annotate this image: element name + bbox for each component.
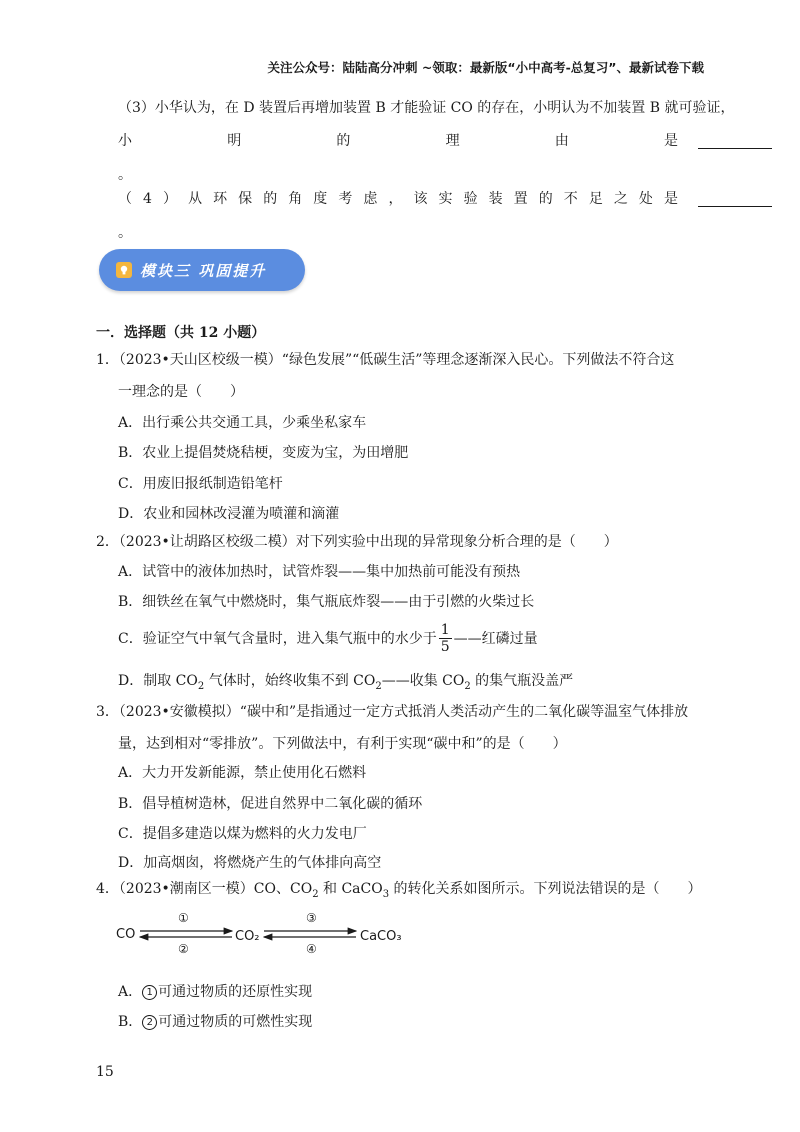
part4-line1-word: 处 xyxy=(638,191,653,207)
question-1-option-a[interactable]: A．出行乘公共交通工具，少乘坐私家车 xyxy=(118,415,367,431)
text: 的转化关系如图所示。下列说法错误的是（ ） xyxy=(389,881,702,897)
conversion-arrows xyxy=(116,908,416,960)
section-title: 一．选择题（共 12 小题） xyxy=(96,325,266,341)
subscript: 2 xyxy=(464,680,471,692)
question-1-option-b[interactable]: B．农业上提倡焚烧秸梗，变废为宝，为田增肥 xyxy=(118,445,409,461)
species-co: CO xyxy=(116,927,136,942)
page-number: 15 xyxy=(96,1064,114,1080)
part3-line2-word: 理 xyxy=(445,133,460,149)
part4-line1-word: 之 xyxy=(613,191,628,207)
subscript: 2 xyxy=(375,680,382,692)
part4-line1-word: 角 xyxy=(288,191,303,207)
module-badge xyxy=(99,249,305,291)
text: 气体时，始终收集不到 CO xyxy=(204,673,376,689)
subscript: 3 xyxy=(382,888,390,900)
option-c-tail: ——红磷过量 xyxy=(453,630,538,647)
question-1-option-d[interactable]: D．农业和园林改浸灌为喷灌和滴灌 xyxy=(118,506,340,522)
question-4-line1 xyxy=(96,880,702,904)
part4-line1-word: 装 xyxy=(488,191,503,207)
part4-line1-word: 保 xyxy=(238,191,253,207)
part4-line2: 。 xyxy=(118,225,132,241)
part4-line1-word: 置 xyxy=(513,191,528,207)
answer-blank-3[interactable] xyxy=(698,148,772,149)
option-c-text: C．验证空气中氧气含量时，进入集气瓶中的水少于 xyxy=(118,630,437,647)
option-label: A． xyxy=(118,984,143,1000)
text: 和 CaCO xyxy=(318,881,383,897)
part4-line1-word: 度 xyxy=(313,191,328,207)
part3-line3: 。 xyxy=(118,167,132,183)
part3-line2-word: 小 xyxy=(118,133,132,149)
question-3-option-d[interactable]: D．加高烟囱，将燃烧产生的气体排向高空 xyxy=(118,855,382,871)
text: D．制取 CO xyxy=(118,673,198,689)
part4-line1-word: 从 xyxy=(188,191,203,207)
question-2-line1: 2．（2023•让胡路区校级二模）对下列实验中出现的异常现象分析合理的是（ ） xyxy=(96,534,618,550)
option-text: 可通过物质的可燃性实现 xyxy=(158,1014,313,1030)
conversion-diagram xyxy=(116,908,416,960)
question-1-line2: 一理念的是（ ） xyxy=(118,384,244,400)
question-3-line2: 量，达到相对“零排放”。下列做法中，有利于实现“碳中和”的是（ ） xyxy=(118,736,567,752)
part4-line1-word: 环 xyxy=(213,191,228,207)
question-4-option-b[interactable] xyxy=(118,1013,312,1031)
option-text: 可通过物质的还原性实现 xyxy=(158,984,313,1000)
part3-line2 xyxy=(118,132,678,150)
module-badge-label: 模块三 巩固提升 xyxy=(140,261,267,280)
question-3-option-b[interactable]: B．倡导植树造林，促进自然界中二氧化碳的循环 xyxy=(118,796,423,812)
part4-line1-word: 的 xyxy=(263,191,278,207)
part3-line2-word: 由 xyxy=(554,133,569,149)
part3-line1: （3）小华认为，在 D 装置后再增加装置 B 才能验证 CO 的存在，小明认为不加装置 B 就可验证， xyxy=(118,100,735,116)
part4-line1-word: 的 xyxy=(538,191,553,207)
part4-line1-word: 4 xyxy=(143,191,152,207)
text: 的集气瓶没盖严 xyxy=(470,673,574,689)
circled-number-1: 1 xyxy=(142,985,157,1000)
arrow-label-3: ③ xyxy=(306,911,317,925)
part4-line1-word: 不 xyxy=(563,191,578,207)
header-note: 关注公众号：陆陆高分冲刺 ~领取：最新版“小中高考-总复习”、最新试卷下载 xyxy=(267,60,704,75)
subscript: 2 xyxy=(312,888,319,900)
question-3-line1: 3．（2023•安徽模拟）“碳中和”是指通过一定方式抵消人类活动产生的二氧化碳等温室气体排放 xyxy=(96,704,689,720)
part4-line1-word: 考 xyxy=(338,191,353,207)
part4-line1-word: 实 xyxy=(438,191,453,207)
species-co2: CO₂ xyxy=(235,929,260,944)
part4-line1-word: 该 xyxy=(413,191,428,207)
part4-line1-word: 是 xyxy=(663,191,678,207)
part4-line1-word: ， xyxy=(388,191,403,207)
text: 4．（2023•潮南区一模）CO、CO xyxy=(96,881,313,897)
question-3-option-c[interactable]: C．提倡多建造以煤为燃料的火力发电厂 xyxy=(118,826,367,842)
question-1-line1: 1．（2023•天山区校级一模）“绿色发展”“低碳生活”等理念逐渐深入民心。下列做法不符合这 xyxy=(96,352,675,368)
question-3-option-a[interactable]: A．大力开发新能源，禁止使用化石燃料 xyxy=(118,765,367,781)
question-2-option-b[interactable]: B．细铁丝在氧气中燃烧时，集气瓶底炸裂——由于引燃的火柴过长 xyxy=(118,594,535,610)
question-4-option-a[interactable] xyxy=(118,983,312,1001)
answer-blank-4[interactable] xyxy=(698,206,772,207)
text: ——收集 CO xyxy=(381,673,465,689)
fraction-one-fifth xyxy=(439,622,452,655)
question-1-option-c[interactable]: C．用废旧报纸制造铅笔杆 xyxy=(118,476,283,492)
question-2-option-a[interactable]: A．试管中的液体加热时，试管炸裂——集中加热前可能没有预热 xyxy=(118,564,521,580)
part4-line1-word: （ xyxy=(118,191,132,207)
lightbulb-icon xyxy=(116,262,132,278)
fraction-denominator: 5 xyxy=(440,639,450,655)
part4-line1-word: 验 xyxy=(463,191,478,207)
part3-line2-word: 的 xyxy=(336,133,351,149)
part4-line1 xyxy=(118,190,678,208)
arrow-label-2: ② xyxy=(178,942,189,956)
fraction-numerator: 1 xyxy=(440,622,450,638)
part3-line2-word: 明 xyxy=(227,133,242,149)
species-caco3: CaCO₃ xyxy=(360,929,402,944)
part3-line2-word: 是 xyxy=(663,133,678,149)
subscript: 2 xyxy=(197,680,205,692)
part4-line1-word: ） xyxy=(163,191,178,207)
option-label: B． xyxy=(118,1014,143,1030)
arrow-label-1: ① xyxy=(178,911,189,925)
question-2-option-d[interactable] xyxy=(118,672,573,696)
arrow-label-4: ④ xyxy=(306,942,317,956)
circled-number-2: 2 xyxy=(142,1015,157,1030)
part4-line1-word: 虑 xyxy=(363,191,378,207)
question-2-option-c[interactable] xyxy=(118,622,538,655)
part4-line1-word: 足 xyxy=(588,191,603,207)
